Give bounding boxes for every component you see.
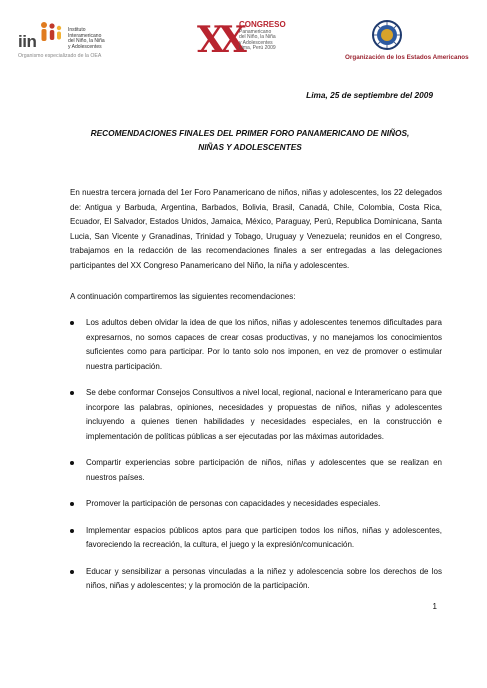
bullet-icon [70, 502, 74, 506]
congress-name-line: Panamericano [239, 29, 272, 35]
congress-title: CONGRESO [239, 20, 286, 29]
list-item-text: Educar y sensibilizar a personas vinculadas a la niñez y adolescencia sobre los derechos de los niños, niñas y adolescentes; y la promoción de la participación. [86, 566, 442, 590]
iin-name-line: y Adolescentes [68, 43, 102, 50]
intro-paragraph: En nuestra tercera jornada del 1er Foro Panamericano de niños, niñas y adolescentes, los 22 delegados de: Antigua y Barbuda, Argentina, Barbados, Bolivia, Brasil, Canadá, Chile, Colombia, Costa Rica, Ecuador, El Salvador, Estados Unidos, Jamaica, México, Paraguay, Perú, Republica Dominicana, Santa Lucia, San Vicente y Granadinas, Trinidad y Tobago, Uruguay y Venezuela; reunidos en el Congreso, trabajamos en la redacción de las recomendaciones finales a ser entregadas a las delegaciones participantes del XX Congreso Panamericano del Niño, la niña y adolescentes. [70, 188, 442, 270]
list-item-text: Promover la participación de personas con capacidades y necesidades especiales. [86, 499, 381, 508]
bullet-icon [70, 570, 74, 574]
bullet-icon [70, 529, 74, 533]
list-item [70, 456, 442, 485]
oea-seal-icon [372, 20, 402, 50]
oea-logo [345, 20, 475, 68]
document-title [60, 126, 440, 154]
bullet-icon [70, 321, 74, 325]
iin-figures-icon [38, 20, 64, 46]
list-item-text: Implementar espacios públicos aptos para que participen todos los niños, niñas y adolescentes, favoreciendo la recreación, la cultura, el juego y la expresión/comunicación. [86, 525, 442, 549]
iin-name [68, 28, 105, 50]
list-item-text: Los adultos deben olvidar la idea de que los niños, niñas y adolescentes tenemos dificultades para expresarnos, no somos capaces de crear cosas productivas, y no manejamos los conocimientos suficientes como para participar. Por lo tanto solo nos imponen, en vez de promover o estimular nuestra participación. [86, 318, 442, 371]
iin-name-line: Interamericano [68, 32, 102, 39]
congress-name-line: Lima, Perú 2009 [239, 45, 276, 52]
list-item [70, 316, 442, 374]
congress-name-line: del Niño, la Niña [239, 34, 276, 41]
document-title-line: NIÑAS Y ADOLESCENTES [198, 142, 302, 152]
congress-logo [197, 20, 301, 68]
list-item-text: Se debe conformar Consejos Consultivos a nivel local, regional, nacional e Interamericano para que incorpore las palabras, opiniones, necesidades y propuestas de niños, niñas y adolescentes incluyendo a quienes tienen habilidades y necesidades especiales, en la construcción e implementación de políticas públicas a ser ejecutadas por las máximas autoridades. [86, 388, 442, 441]
iin-logo [18, 20, 130, 70]
list-item [70, 565, 442, 594]
page-number: 1 [432, 602, 437, 611]
list-item [70, 524, 442, 553]
list-item-text: Compartir experiencias sobre participación de niños, niñas y adolescentes que se realizan en nuestros países. [86, 458, 442, 482]
congress-name-line: y Adolescentes [239, 39, 273, 46]
recommendations-list [70, 316, 442, 594]
list-item [70, 386, 442, 444]
congress-numeral: XX [197, 19, 241, 61]
iin-name-line: del Niño, la Niña [68, 38, 105, 45]
iin-mark: iin [18, 32, 37, 51]
bullet-icon [70, 461, 74, 465]
oea-name: Organización de los Estados Americanos [345, 54, 469, 61]
iin-subtitle: Organismo especializado de la OEA [18, 53, 102, 59]
date-line: Lima, 25 de septiembre del 2009 [306, 90, 433, 100]
list-item [70, 497, 442, 512]
iin-name-line: Instituto [68, 27, 86, 33]
bullet-icon [70, 391, 74, 395]
transition-paragraph: A continuación compartiremos las siguientes recomendaciones: [70, 292, 296, 301]
document-title-line: RECOMENDACIONES FINALES DEL PRIMER FORO PANAMERICANO DE NIÑOS, [90, 128, 410, 138]
congress-name [239, 30, 276, 52]
